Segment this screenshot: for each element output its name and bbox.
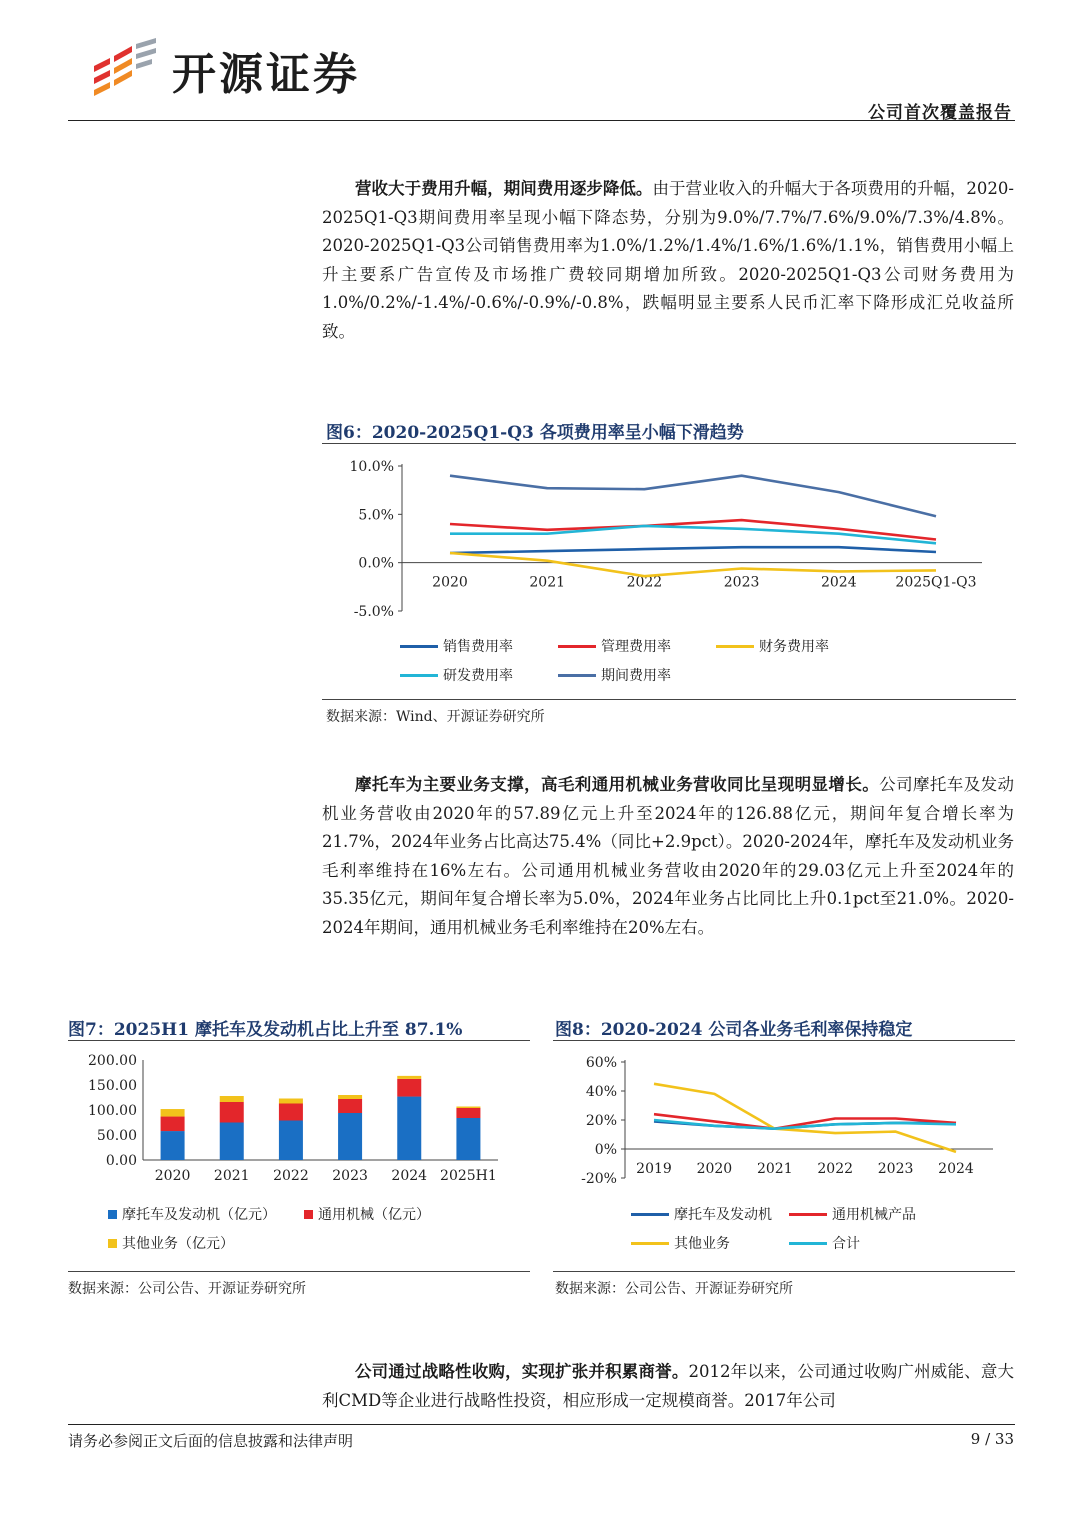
x-tick-label: 2022 bbox=[817, 1161, 854, 1177]
y-tick-label: 0.00 bbox=[105, 1153, 137, 1169]
legend-item bbox=[304, 1204, 430, 1224]
legend-item bbox=[789, 1233, 860, 1253]
legend-label: 其他业务（亿元） bbox=[122, 1236, 234, 1252]
figure-source: 数据来源：公司公告、开源证券研究所 bbox=[68, 1281, 306, 1297]
y-tick-label: -5.0% bbox=[353, 604, 394, 620]
fig6-line-chart bbox=[322, 450, 1016, 630]
x-tick-label: 2019 bbox=[636, 1161, 672, 1177]
legend-label: 财务费用率 bbox=[759, 639, 829, 655]
bar-segment bbox=[279, 1121, 303, 1161]
x-tick-label: 2024 bbox=[938, 1161, 974, 1177]
legend-swatch bbox=[631, 1242, 669, 1245]
fig7-legend bbox=[68, 1198, 530, 1260]
bar-segment bbox=[220, 1123, 244, 1161]
legend-swatch bbox=[304, 1210, 313, 1219]
paragraph-body: 由于营业收入的升幅大于各项费用的升幅，2020-2025Q1-Q3期间费用率呈现小幅下降态势，分别为9.0%/7.7%/7.6%/9.0%/7.3%/4.8%。2020-2025Q1-Q3公司销售费用率为1.0%/1.2%/1.4%/1.6%/1.6%/1.1%，销售费用小幅上升主要系广告宣传及市场推广费较同期增加所致。2020-2025Q1-Q3公司财务费用为1.0%/0.2%/-1.4%/-0.6%/-0.9%/-0.8%，跌幅明显主要系人民币汇率下降形成汇兑收益所致。 bbox=[322, 179, 1014, 341]
paragraph-lead: 公司通过战略性收购，实现扩张并积累商誉。 bbox=[355, 1362, 689, 1381]
legend-swatch bbox=[400, 674, 438, 677]
legend-swatch bbox=[400, 645, 438, 648]
x-tick-label: 2024 bbox=[391, 1168, 428, 1184]
legend-item bbox=[716, 636, 829, 656]
figure-source: 数据来源：Wind、开源证券研究所 bbox=[326, 709, 545, 725]
x-tick-label: 2024 bbox=[820, 574, 857, 591]
x-tick-label: 2021 bbox=[529, 574, 566, 591]
footer-divider bbox=[68, 1424, 1015, 1425]
x-tick-label: 2021 bbox=[756, 1161, 793, 1177]
legend-swatch bbox=[558, 674, 596, 677]
x-tick-label: 2020 bbox=[696, 1161, 733, 1177]
fig8-legend bbox=[553, 1198, 1015, 1260]
fig7-bar-chart bbox=[68, 1046, 530, 1192]
legend-item bbox=[108, 1204, 276, 1224]
legend-swatch bbox=[631, 1213, 669, 1216]
x-tick-label: 2020 bbox=[432, 574, 468, 591]
legend-label: 销售费用率 bbox=[443, 639, 513, 655]
paragraph-lead: 摩托车为主要业务支撑，高毛利通用机械业务营收同比呈现明显增长。 bbox=[355, 775, 880, 794]
bar-segment bbox=[338, 1095, 362, 1099]
fig8-line-chart bbox=[553, 1046, 1015, 1192]
legend-swatch bbox=[108, 1210, 117, 1219]
legend-item bbox=[400, 636, 513, 656]
x-tick-label: 2022 bbox=[273, 1168, 309, 1184]
x-tick-label: 2025Q1-Q3 bbox=[895, 574, 977, 591]
y-tick-label: 0% bbox=[594, 1142, 617, 1158]
figure-top-rule bbox=[322, 443, 1016, 444]
footer-disclaimer: 请务必参阅正文后面的信息披露和法律声明 bbox=[68, 1432, 354, 1450]
bar-segment bbox=[338, 1099, 362, 1113]
legend-swatch bbox=[789, 1242, 827, 1245]
legend-label: 研发费用率 bbox=[443, 668, 513, 684]
y-tick-label: 40% bbox=[585, 1084, 617, 1100]
bar-segment bbox=[456, 1118, 480, 1160]
y-tick-label: 150.00 bbox=[88, 1078, 137, 1094]
legend-label: 其他业务 bbox=[674, 1236, 730, 1252]
legend-item bbox=[108, 1233, 234, 1253]
legend-label: 通用机械（亿元） bbox=[318, 1207, 430, 1223]
figure-bottom-rule bbox=[322, 699, 1016, 700]
paragraph-lead: 营收大于费用升幅，期间费用逐步降低。 bbox=[355, 179, 653, 198]
bar-segment bbox=[456, 1107, 480, 1109]
series-line bbox=[450, 553, 936, 576]
page-number: 9 / 33 bbox=[970, 1430, 1014, 1448]
figure-title: 图7：2025H1 摩托车及发动机占比上升至 87.1% bbox=[68, 1020, 463, 1040]
y-tick-label: -20% bbox=[581, 1171, 617, 1187]
y-tick-label: 200.00 bbox=[88, 1053, 137, 1069]
y-tick-label: 0.0% bbox=[358, 555, 394, 572]
legend-label: 摩托车及发动机（亿元） bbox=[122, 1207, 276, 1223]
bar-segment bbox=[397, 1097, 421, 1160]
legend-swatch bbox=[789, 1213, 827, 1216]
legend-item bbox=[631, 1204, 772, 1224]
x-tick-label: 2022 bbox=[626, 574, 663, 591]
y-tick-label: 10.0% bbox=[349, 459, 394, 475]
paragraph-business bbox=[322, 771, 1014, 943]
legend-label: 期间费用率 bbox=[601, 668, 671, 684]
x-tick-label: 2021 bbox=[213, 1168, 250, 1184]
figure-top-rule bbox=[553, 1040, 1015, 1041]
y-tick-label: 5.0% bbox=[358, 507, 394, 524]
legend-swatch bbox=[108, 1239, 117, 1248]
legend-item bbox=[558, 636, 671, 656]
bar-segment bbox=[161, 1131, 185, 1160]
paragraph-goodwill bbox=[322, 1358, 1014, 1415]
x-tick-label: 2023 bbox=[723, 574, 760, 591]
x-tick-label: 2023 bbox=[332, 1168, 368, 1184]
y-tick-label: 20% bbox=[585, 1113, 617, 1129]
series-line bbox=[450, 476, 936, 517]
legend-item bbox=[631, 1233, 730, 1253]
brand-name: 开源证券 bbox=[172, 49, 360, 100]
figure-bottom-rule bbox=[68, 1271, 530, 1272]
y-tick-label: 100.00 bbox=[88, 1103, 137, 1119]
figure-source: 数据来源：公司公告、开源证券研究所 bbox=[555, 1281, 793, 1297]
legend-item bbox=[400, 665, 513, 685]
paragraph-expense bbox=[322, 175, 1014, 347]
paragraph-body: 公司摩托车及发动机业务营收由2020年的57.89亿元上升至2024年的126.88亿元，期间年复合增长率为21.7%，2024年业务占比高达75.4%（同比+2.9pct）。2020-2024年，摩托车及发动机业务毛利率维持在16%左右。公司通用机械业务营收由2020年的29.03亿元上升至2024年的35.35亿元，期间年复合增长率为5.0%，2024年业务占比同比上升0.1pct至21.0%。2020-2024年期间，通用机械业务毛利率维持在20%左右。 bbox=[322, 775, 1015, 937]
series-line bbox=[654, 1084, 956, 1152]
figure-title: 图6：2020-2025Q1-Q3 各项费用率呈小幅下滑趋势 bbox=[326, 423, 744, 443]
bar-segment bbox=[456, 1108, 480, 1118]
y-tick-label: 60% bbox=[585, 1055, 617, 1071]
legend-item bbox=[558, 665, 671, 685]
legend-label: 管理费用率 bbox=[601, 639, 671, 655]
bar-segment bbox=[397, 1076, 421, 1079]
header-divider bbox=[68, 120, 1015, 121]
series-line bbox=[450, 547, 936, 553]
report-type: 公司首次覆盖报告 bbox=[868, 103, 1012, 123]
brand-logo-icon bbox=[88, 38, 164, 98]
bar-segment bbox=[279, 1099, 303, 1104]
legend-label: 摩托车及发动机 bbox=[674, 1207, 772, 1223]
bar-segment bbox=[220, 1102, 244, 1123]
legend-swatch bbox=[716, 645, 754, 648]
bar-segment bbox=[279, 1104, 303, 1121]
bar-segment bbox=[220, 1096, 244, 1102]
paragraph-body: 2012年以来，公司通过收购广州威能、意大利CMD等企业进行战略性投资，相应形成一定规模商誉。2017年公司 bbox=[322, 1362, 1014, 1410]
x-tick-label: 2025H1 bbox=[440, 1168, 497, 1184]
legend-label: 通用机械产品 bbox=[832, 1207, 916, 1223]
figure-top-rule bbox=[68, 1040, 530, 1041]
bar-segment bbox=[161, 1109, 185, 1117]
figure-bottom-rule bbox=[553, 1271, 1015, 1272]
x-tick-label: 2020 bbox=[154, 1168, 191, 1184]
bar-segment bbox=[161, 1117, 185, 1132]
y-tick-label: 50.00 bbox=[96, 1128, 137, 1144]
figure-title: 图8：2020-2024 公司各业务毛利率保持稳定 bbox=[555, 1020, 913, 1040]
fig6-legend bbox=[322, 630, 1016, 692]
legend-swatch bbox=[558, 645, 596, 648]
x-tick-label: 2023 bbox=[877, 1161, 914, 1177]
bar-segment bbox=[397, 1079, 421, 1097]
bar-segment bbox=[338, 1113, 362, 1160]
legend-item bbox=[789, 1204, 916, 1224]
legend-label: 合计 bbox=[832, 1236, 860, 1252]
